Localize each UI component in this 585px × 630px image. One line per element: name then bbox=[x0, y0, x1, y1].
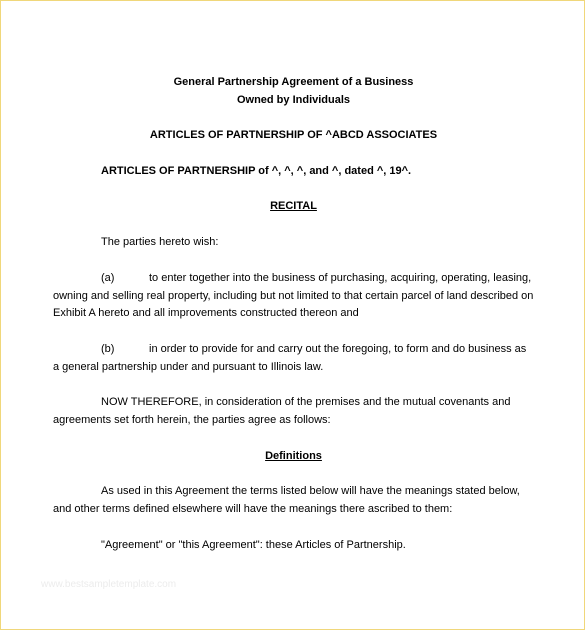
item-b-text: in order to provide for and carry out the foregoing, to form and do business as bbox=[149, 343, 527, 355]
item-b-line-2: a general partnership under and pursuant to Illinois law. bbox=[53, 361, 324, 373]
watermark: www.bestsampletemplate.com bbox=[41, 579, 177, 590]
item-a-line-1 bbox=[101, 272, 532, 285]
document-title-line-1: General Partnership Agreement of a Business bbox=[173, 76, 414, 88]
document-title-line-2: Owned by Individuals bbox=[236, 94, 351, 106]
definitions-heading: Definitions bbox=[265, 450, 322, 462]
item-a-text: to enter together into the business of purchasing, acquiring, operating, leasing, bbox=[149, 272, 532, 284]
articles-subheading: ARTICLES OF PARTNERSHIP of ^, ^, ^, and ^, dated ^, 19^. bbox=[101, 165, 412, 177]
item-b-marker: (b) bbox=[101, 343, 115, 355]
item-a-line-2: owning and selling real property, including but not limited to that certain parcel of land described on bbox=[53, 290, 534, 302]
agreement-definition: "Agreement" or "this Agreement": these Articles of Partnership. bbox=[101, 539, 406, 551]
definitions-intro-line-2: and other terms defined elsewhere will have the meanings there ascribed to them: bbox=[53, 503, 453, 515]
item-a-line-3: Exhibit A hereto and all improvements constructed thereon and bbox=[53, 307, 359, 319]
recital-heading: RECITAL bbox=[270, 200, 317, 212]
now-therefore-line-2: agreements set forth herein, the parties agree as follows: bbox=[53, 414, 331, 426]
now-therefore-line-1: NOW THEREFORE, in consideration of the premises and the mutual covenants and bbox=[101, 396, 511, 408]
articles-heading: ARTICLES OF PARTNERSHIP OF ^ABCD ASSOCIATES bbox=[149, 129, 438, 141]
definitions-intro-line-1: As used in this Agreement the terms listed below will have the meanings stated below, bbox=[101, 485, 520, 497]
item-b-line-1 bbox=[101, 343, 527, 356]
parties-intro: The parties hereto wish: bbox=[101, 236, 219, 248]
item-a-marker: (a) bbox=[101, 272, 115, 284]
